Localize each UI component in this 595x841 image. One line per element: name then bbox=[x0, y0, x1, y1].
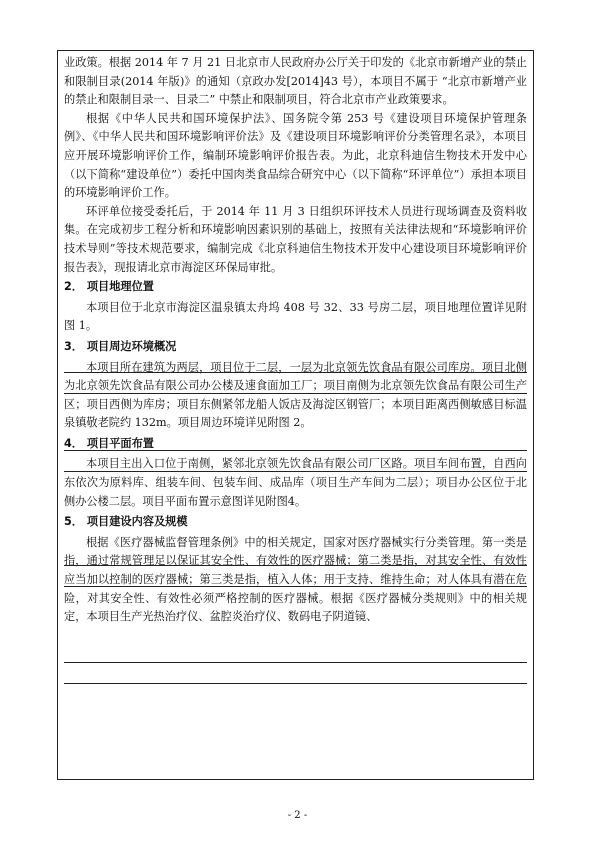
body-text bbox=[64, 54, 527, 627]
paragraph-survey: 环评单位接受委托后，于 2014 年 11 月 3 日组织环评技术人员进行现场调查及资料收集。在完成初步工程分析和环境影响因素识别的基础上，按照有关法律法规和“环境影响评价技术导则”等技术规范要求，编制完成《北京科迪信生物技术开发中心建设项目环境影响评价报告表》，现报请北京市海淀区环保局审批。 bbox=[64, 204, 527, 274]
section-2-body: 本项目位于北京市海淀区温泉镇太舟坞 408 号 32、33 号房二层，项目地理位置详见附图 1。 bbox=[64, 300, 527, 333]
section-4-body: 本项目主出入口位于南侧，紧邻北京领先饮食品有限公司厂区路。项目车间布置，自西向东依次为原料库、组装车间、包装车间、成品库（项目生产车间为二层）；项目办公区位于北侧办公楼二层。项目平面布置示意图详见附图4。 bbox=[64, 457, 527, 508]
section-divider bbox=[64, 565, 527, 566]
section-3-title: 3． 项目周边环境概况 bbox=[64, 339, 177, 353]
paragraph-policy-tail: 业政策。根据 2014 年 7 月 21 日北京市人民政府办公厅关于印发的《北京市新增产业的禁止和限制目录(2014 年版)》的通知（京政办发[2014]43 号），本项目不属于 “北京市新增产业的禁止和限制目录一、目录二” 中禁止和限制项目，符合北京市产业政策要求。 bbox=[64, 56, 527, 107]
section-divider bbox=[64, 662, 527, 663]
page-number: - 2 - bbox=[287, 810, 308, 821]
section-4-title: 4． 项目平面布置 bbox=[64, 436, 154, 450]
section-5-title: 5． 项目建设内容及规模 bbox=[64, 515, 188, 529]
content-frame bbox=[57, 50, 534, 780]
section-divider bbox=[64, 683, 527, 684]
section-divider bbox=[64, 450, 527, 451]
paragraph-law: 根据《中华人民共和国环境保护法》、国务院令第 253 号《建设项目环境保护管理条例》、《中华人民共和国环境影响评价法》及《建设项目环境影响评价分类管理名录》，本项目应开展环境影响评价工作，编制环境影响评价报告表。为此，北京科迪信生物技术开发中心（以下简称“建设单位”）委托中国肉类食品综合研究中心（以下简称“环评单位”）承担本项目的环境影响评价工作。 bbox=[64, 111, 527, 200]
section-divider bbox=[64, 471, 527, 472]
section-divider bbox=[64, 393, 527, 394]
section-3-body: 本项目所在建筑为两层，项目位于二层，一层为北京领先饮食品有限公司库房。项目北侧为北京领先饮食品有限公司办公楼及速食面加工厂；项目南侧为北京领先饮食品有限公司生产区；项目西侧为库房；项目东侧紧邻龙船人饭店及海淀区钢管厂；本项目距离西侧敏感目标温泉镇敬老院约 132m。项目周边环境详见附图 2。 bbox=[64, 360, 527, 430]
section-divider bbox=[64, 586, 527, 587]
section-2-title: 2． 项目地理位置 bbox=[64, 280, 154, 294]
section-divider bbox=[64, 372, 527, 373]
section-5-body: 根据《医疗器械监督管理条例》中的相关规定，国家对医疗器械实行分类管理。第一类是指，通过常规管理足以保证其安全性、有效性的医疗器械；第二类是指，对其安全性、有效性应当加以控制的医疗器械；第三类是指，植入人体；用于支持、维持生命；对人体具有潜在危险，对其安全性、有效性必须严格控制的医疗器械。根据《医疗器械分类规则》中的相关规定，本项目生产光热治疗仪、盆腔炎治疗仪、数码电子阴道镜、 bbox=[64, 535, 527, 624]
